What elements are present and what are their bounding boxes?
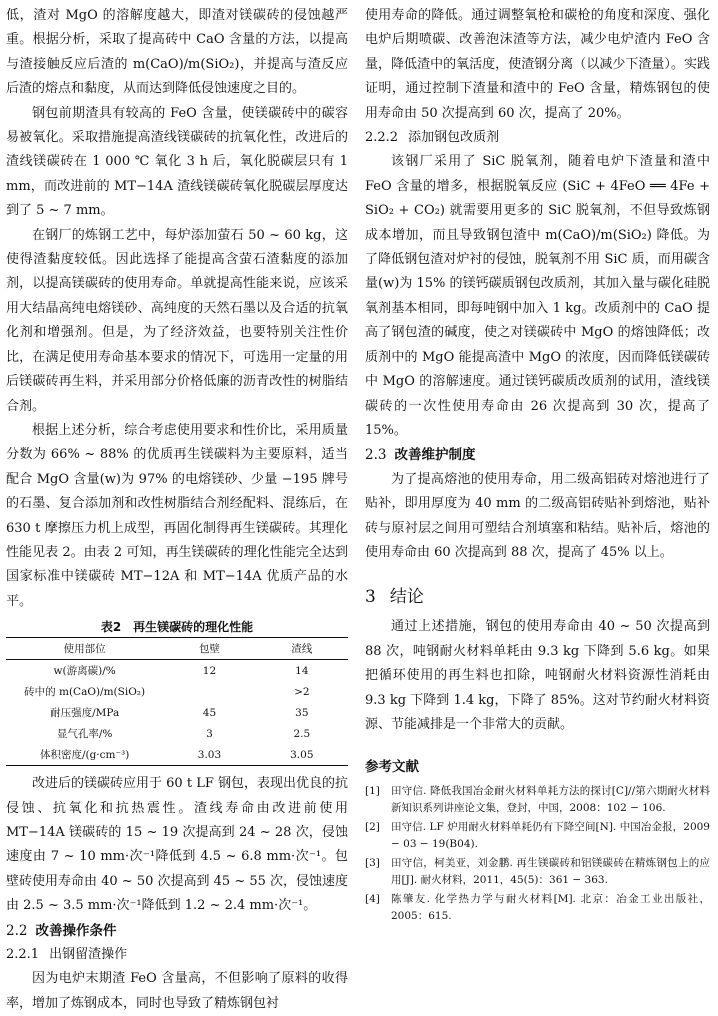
table-title: 表2 再生镁碳砖的理化性能 <box>100 620 254 635</box>
table-cell: 3.03 <box>197 748 222 761</box>
paragraph-oxidation: 钢包前期渣具有较高的 FeO 含量，使镁碳砖中的碳容易被氧化。采取措施提高渣线镁碳砖的抗氧化性，改进后的渣线镁碳砖在 1 000 ℃ 氧化 3 h 后，氧化脱碳层只有 1 mm，而改进前的 MT−14A 渣线镁碳砖氧化脱碳层厚度达到了 5 ~ 7 mm。 <box>6 105 348 219</box>
table-row <box>6 681 348 702</box>
table-row <box>6 660 348 682</box>
table-header-cell: 包壁 <box>198 643 220 656</box>
properties-table <box>6 637 348 766</box>
reference-text: 田守信. LF 炉用耐火材料单耗仍有下降空间[N]. 中国冶金报，2009 − 03 − 19(B04). <box>391 821 710 850</box>
section-number: 3 <box>365 587 376 608</box>
table-cell: >2 <box>294 685 310 698</box>
paragraph-slag-retention: 因为电炉末期渣 FeO 含量高，不但影响了原料的收得率，增加了炼钢成本，同时也导致了精炼钢包衬 <box>6 971 348 1011</box>
table-cell: 2.5 <box>293 727 311 740</box>
reference-item <box>365 819 710 852</box>
table-cell: 14 <box>295 664 309 677</box>
section-heading-3 <box>365 585 710 609</box>
section-number: 2.3 <box>365 447 387 464</box>
reference-text: 田守信，柯美亚，刘金鹏. 再生镁碳砖和铝镁碳砖在精炼钢包上的应用[J]. 耐火材料，2011，45(5)：361 − 363. <box>391 857 710 886</box>
table-cell: 45 <box>202 706 217 719</box>
table-cell: 体积密度/(g·cm⁻³) <box>39 749 130 762</box>
paragraph-fluorite: 在钢厂的炼钢工艺中，每炉添加萤石 50 ~ 60 kg，这使得渣黏度较低。因此选择了能提高含萤石渣黏度的添加剂，以提高镁碳砖的使用寿命。单就提高性能来说，应该采用大结晶高纯电熔镁砂、高纯度的天然石墨以及合适的抗氧化剂和增强剂。但是，为了经济效益，也要特别关注性价比，在满足使用寿命基本要求的情况下，可选用一定量的用后镁碳砖再生料，并采用部分价格低廉的沥青改性的树脂结合剂。 <box>6 227 348 414</box>
table-header-cell: 使用部位 <box>63 643 106 656</box>
table-cell: 砖中的 m(CaO)/m(SiO₂) <box>24 686 146 699</box>
paragraph-recycled-brick: 根据上述分析，综合考虑使用要求和性价比，采用质量分数为 66% ~ 88% 的优质再生镁碳料为主要原料，适当配合 MgO 含量(w)为 97% 的电熔镁砂、少量 −195 牌号的石墨、复合添加剂和改性树脂结合剂经配料、混练后，在 630 t 摩擦压力机上成型，再固化制得再生镁碳砖。其理化性能见表 2。由表 2 可知，再生镁碳砖的理化性能完全达到国家标准中镁碳砖 MT−12A 和 MT−14A 优质产品的水平。 <box>6 422 348 609</box>
table-row <box>6 744 348 766</box>
table-cell: w(游离碳)/% <box>53 665 116 678</box>
section-title: 出钢留渣操作 <box>49 947 128 962</box>
section-heading-2-2-2 <box>365 126 710 150</box>
references-list <box>365 783 710 924</box>
reference-text: 田守信. 降低我国冶金耐火材料单耗方法的探讨[C]//第六期耐火材料新知识系列讲座论文集，登封，中国，2008：102 − 106. <box>391 785 710 814</box>
table-header-cell: 渣线 <box>291 643 313 656</box>
references-title: 参考文献 <box>365 759 419 776</box>
section-title: 改善操作条件 <box>35 922 117 939</box>
section-number: 2.2.2 <box>365 130 399 146</box>
section-heading-2-3 <box>365 443 710 467</box>
table-cell: 3 <box>206 727 213 740</box>
section-heading-2-2-1 <box>6 943 348 967</box>
right-column <box>365 4 710 927</box>
table-cell: 12 <box>202 664 217 677</box>
paragraph-ladle-results: 改进后的镁碳砖应用于 60 t LF 钢包，表现出优良的抗侵蚀、抗氧化和抗热震性。渣线寿命由改进前使用 MT−14A 镁碳砖的 15 ~ 19 次提高到 24 ~ 28 次，侵蚀速度由 7 ~ 10 mm·次⁻¹降低到 4.5 ~ 6.8 mm·次⁻¹。包壁砖使用寿命由 40 ~ 50 次提高到 45 ~ 55 次，侵蚀速度由 2.5 ~ 3.5 mm·次⁻¹降低到 1.2 ~ 2.4 mm·次⁻¹。 <box>6 776 349 914</box>
reference-number: [2] <box>365 821 380 834</box>
paragraph-maintenance: 为了提高熔池的使用寿命，用二级高铝砖对熔池进行了贴补，即用厚度为 40 mm 的二级高铝砖贴补到熔池，贴补砖与原衬层之间用可塑结合剂填塞和粘结。贴补后，熔池的使用寿命由 60 次提高到 88 次，提高了 45% 以上。 <box>365 471 710 560</box>
section-title: 结论 <box>389 587 424 608</box>
paragraph-conclusion: 通过上述措施，钢包的使用寿命由 40 ~ 50 次提高到 88 次，吨钢耐火材料单耗由 9.3 kg 下降到 5.6 kg。如果把循环使用的再生料也扣除，吨钢耐火材料资源性消耗由 9.3 kg 下降到 1.4 kg，下降了 85%。这对节约耐火材料资源、节能减排是一个非常大的贡献。 <box>365 619 710 732</box>
reference-text: 陈肇友. 化学热力学与耐火材料[M]. 北京：冶金工业出版社，2005：615. <box>391 893 710 922</box>
table-header-row <box>6 638 348 660</box>
reference-item <box>365 783 710 816</box>
paragraph-slag-erosion: 低，渣对 MgO 的溶解度越大，即渣对镁碳砖的侵蚀越严重。根据分析，采取了提高砖中 CaO 含量的方法，以提高与渣接触反应后渣的 m(CaO)/m(SiO₂)，并提高与渣反应后渣的熔点和黏度，从而达到降低侵蚀速度之目的。 <box>6 8 348 97</box>
table-cell <box>163 681 255 702</box>
reference-item <box>365 891 710 924</box>
table-cell: 3.05 <box>290 748 314 761</box>
left-column <box>6 4 348 1016</box>
section-number: 2.2.1 <box>6 947 40 962</box>
section-heading-2-2 <box>6 919 348 943</box>
table-cell: 耐压强度/MPa <box>50 707 120 720</box>
table-row <box>6 723 348 744</box>
reference-number: [1] <box>365 785 380 798</box>
paragraph-modifier: 该钢厂采用了 SiC 脱氧剂，随着电炉下渣量和渣中 FeO 含量的增多，根据脱氧反应 (SiC + 4FeO ══ 4Fe + SiO₂ + CO₂) 就需要用更多的 SiC 脱氧剂，不但导致炼钢成本增加，而且导致钢包渣中 m(CaO)/m(SiO₂) 降低。为了降低钢包渣对炉衬的侵蚀，脱氧剂不用 SiC 质，而用碳含量(w)为 15% 的镁钙碳质钢包改质剂，其加入量与碳化硅脱氧剂基本相同，即每吨钢中加入 1 kg。改质剂中的 CaO 提高了钢包渣的碱度，使之对镁碳砖中 MgO 的熔蚀降低；改质剂中的 MgO 能提高渣中 MgO 的浓度，因而降低镁碳砖中 MgO 的溶解速度。通过镁钙碳质改质剂的试用，渣线镁碳砖的一次性使用寿命由 26 次提高到 30 次，提高了 15%。 <box>365 154 710 438</box>
table-cell: 35 <box>295 706 309 719</box>
reference-number: [4] <box>365 893 380 906</box>
section-title: 添加钢包改质剂 <box>408 130 500 146</box>
section-title: 改善维护制度 <box>394 447 476 464</box>
paragraph-furnace-adjustment: 使用寿命的降低。通过调整氧枪和碳枪的角度和深度、强化电炉后期喷碳、改善泡沫渣等方法，减少电炉渣内 FeO 含量，降低渣中的氧活度，使渣钢分离（以减少下渣量）。实践证明，通过控制下渣量和渣中的 FeO 含量，精炼钢包的使用寿命由 50 次提高到 60 次，提高了 20%。 <box>365 8 710 121</box>
reference-item <box>365 855 710 888</box>
section-number: 2.2 <box>6 922 28 939</box>
table-cell: 显气孔率/% <box>56 728 113 741</box>
table-row <box>6 702 348 723</box>
reference-number: [3] <box>365 857 380 870</box>
